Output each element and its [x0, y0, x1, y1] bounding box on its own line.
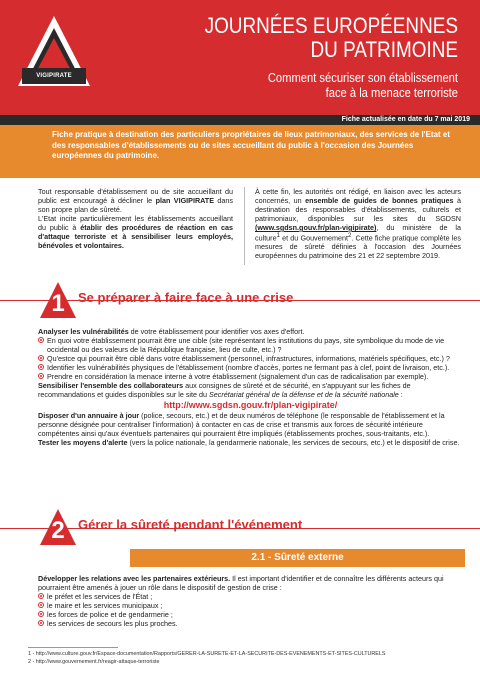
update-date: Fiche actualisée en date du 7 mai 2019 [341, 116, 470, 123]
list-item [38, 610, 463, 619]
footnote-rule [28, 647, 118, 648]
section-2-body [38, 574, 463, 628]
intro-text: Fiche pratique à destination des particuliers propriétaires de lieux patrimoniaux, des services de l'Etat et des responsables d'établissements ou de sites accueillant du public à l'occasion des Journées européennes du patrimoine. [52, 130, 451, 160]
right-p1-mid2: , du ministère de la culture [255, 223, 461, 243]
subsection-bar [130, 549, 465, 567]
footnote-ref-1: 1 [276, 233, 280, 239]
sensibiliser-paragraph [38, 381, 463, 399]
bullet-icon [38, 364, 44, 370]
section-1-title: Se préparer à faire face à une crise [78, 290, 294, 305]
sensib-bold: Sensibiliser l'ensemble des collaborateurs [38, 381, 184, 390]
left-column [38, 187, 233, 250]
intro-banner [0, 125, 480, 178]
header-banner [0, 0, 480, 115]
bullet-icon [38, 602, 44, 608]
bullet-icon [38, 355, 44, 361]
right-p1-bold: ensemble de guides de bonnes pratiques [305, 196, 454, 205]
dev-rest: Il est important d'identifier et de connaître les différents acteurs qui pourraient être amenés à jouer un rôle dans le dispositif de gestion de crise : [38, 574, 444, 592]
right-p1-text: À cette fin, les autorités ont rédigé, en liaison avec les acteurs concernés, un [255, 187, 461, 205]
bullet-text: le préfet et les services de l'État ; [47, 592, 153, 601]
footnote-2[interactable]: 2 - http://www.gouvernement.fr/reagir-attaque-terroriste [28, 659, 160, 665]
sensib-end: : [398, 390, 403, 399]
subsection-title: 2.1 - Sûreté externe [251, 552, 344, 563]
section-2-number: 2 [51, 517, 65, 544]
bullet-icon [38, 593, 44, 599]
section-2-number-badge [40, 509, 76, 545]
list-item [38, 354, 463, 363]
bullet-icon [38, 373, 44, 379]
list-item [38, 592, 463, 601]
right-p1-mid3: et du Gouvernement [279, 233, 349, 243]
bullet-text: les forces de police et de gendarmerie ; [47, 610, 173, 619]
annuaire-paragraph [38, 411, 463, 438]
bullet-icon [38, 611, 44, 617]
page-subtitle [148, 70, 458, 100]
title-line-2: DU PATRIMOINE [310, 37, 458, 62]
bullet-text: Prendre en considération la menace interne à votre établissement (signalement d'un cas de radicalisation par exemple). [47, 372, 429, 381]
left-p2-text: L'Etat incite particulièrement les établissements accueillant du public à [38, 214, 233, 232]
subtitle-line-1: Comment sécuriser son établissement [267, 70, 458, 85]
left-p2-bold: établir des procédures de réaction en cas d'attaque terroriste et à sensibiliser leurs employés, bénévoles et volontaires. [38, 223, 234, 250]
sgdsn-url[interactable]: http://www.sgdsn.gouv.fr/plan-vigipirate/ [163, 400, 338, 410]
bullet-icon [38, 620, 44, 626]
list-item [38, 363, 463, 372]
section-2-title: Gérer la sûreté pendant l'événement [78, 517, 303, 532]
alerte-rest: (vers la police nationale, la gendarmerie nationale, les services de secours, etc.) et le dispositif de crise. [127, 438, 460, 447]
list-item [38, 336, 463, 354]
dev-bold: Développer les relations avec les partenaires extérieurs. [38, 574, 231, 583]
page-title [157, 14, 458, 62]
bullet-text: Identifier les vulnérabilités physiques de l'établissement (nombre d'accès, portes ne fermant pas à clef, point de livraison, etc.). [47, 363, 450, 372]
analyse-bold: Analyser les vulnérabilités [38, 327, 129, 336]
developper-paragraph [38, 574, 463, 592]
bullet-text: les services de secours les plus proches. [47, 619, 178, 628]
vigipirate-logo [16, 14, 92, 88]
left-p1-end: dans son propre plan de sûreté. [38, 196, 233, 214]
alerte-bold: Tester les moyens d'alerte [38, 438, 128, 447]
analyse-rest: de votre établissement pour identifier vos axes d'effort. [128, 327, 305, 336]
section-1-body [38, 327, 463, 447]
analyse-paragraph [38, 327, 463, 336]
right-column [255, 187, 461, 260]
subtitle-line-2: face à la menace terroriste [325, 85, 458, 100]
logo-text: VIGIPIRATE [36, 73, 72, 79]
section-1-number: 1 [51, 290, 65, 317]
list-item [38, 619, 463, 628]
bullet-text: le maire et les services municipaux ; [47, 601, 163, 610]
right-p1-end: . Cette fiche pratique complète les mesures de sûreté définies à l'occasion des Journées européennes du patrimoine des 21 et 22 septembre 2019. [255, 233, 462, 261]
left-paragraph-2 [38, 214, 233, 250]
bullet-text: En quoi votre établissement pourrait être une cible (site représentant les institutions du pays, site symbolique du mode de vie occidental ou des valeurs de la République française, lieu de culte, etc.) ? [47, 336, 445, 354]
section-1-number-badge [40, 282, 76, 318]
bullet-icon [38, 337, 44, 343]
footnote-ref-2: 2 [348, 233, 352, 239]
right-p1-mid: à destination des responsables d'établissements, culturels et patrimoniaux, disponibles sur les sites du SGDSN [255, 196, 461, 223]
right-paragraph [255, 187, 461, 260]
list-item [38, 372, 463, 381]
list-item [38, 601, 463, 610]
title-line-1: JOURNÉES EUROPÉENNES [204, 13, 458, 38]
sensib-rest: aux consignes de sûreté et de sécurité, en s'appuyant sur les fiches de recommandations et guides disponibles sur le site du [38, 381, 411, 399]
sgdsn-link[interactable]: (www.sgdsn.gouv.fr/plan-vigipirate) [255, 223, 377, 232]
alerte-paragraph [38, 438, 463, 447]
footnote-1[interactable]: 1 - http://www.culture.gouv.fr/Espace-documentation/Rapports/GERER-LA-SURETE-ET-LA-SECURITE-DES-EVENEMENTS-ET-SITES-CULTURELS [28, 651, 386, 657]
sensib-italic: Secrétariat général de la défense et de la sécurité nationale [209, 390, 399, 399]
date-bar [0, 115, 480, 125]
left-p1-text: Tout responsable d'établissement ou de site accueillant du public est encouragé à décliner le [38, 187, 233, 205]
annuaire-bold: Disposer d'un annuaire à jour [38, 411, 140, 420]
left-p1-bold: plan VIGIPIRATE [155, 196, 214, 205]
left-paragraph-1 [38, 187, 233, 214]
annuaire-rest: (police, secours, etc.) et de deux numéros de téléphone (le responsable de l'établissement et la personne désignée pour centraliser l'information) à contacter en cas de crise et transmis aux forces de sécurité intérieure compétentes ainsi qu'aux éventuels partenaires qui pourraient être impliqués (établissements proches, sous-traitants, etc.). [38, 411, 445, 438]
bullet-text: Qu'estce qui pourrait être ciblé dans votre établissement (personnel, infrastructures, informations, matériels spécifiques, etc.) ? [47, 354, 450, 363]
column-divider [244, 187, 245, 265]
